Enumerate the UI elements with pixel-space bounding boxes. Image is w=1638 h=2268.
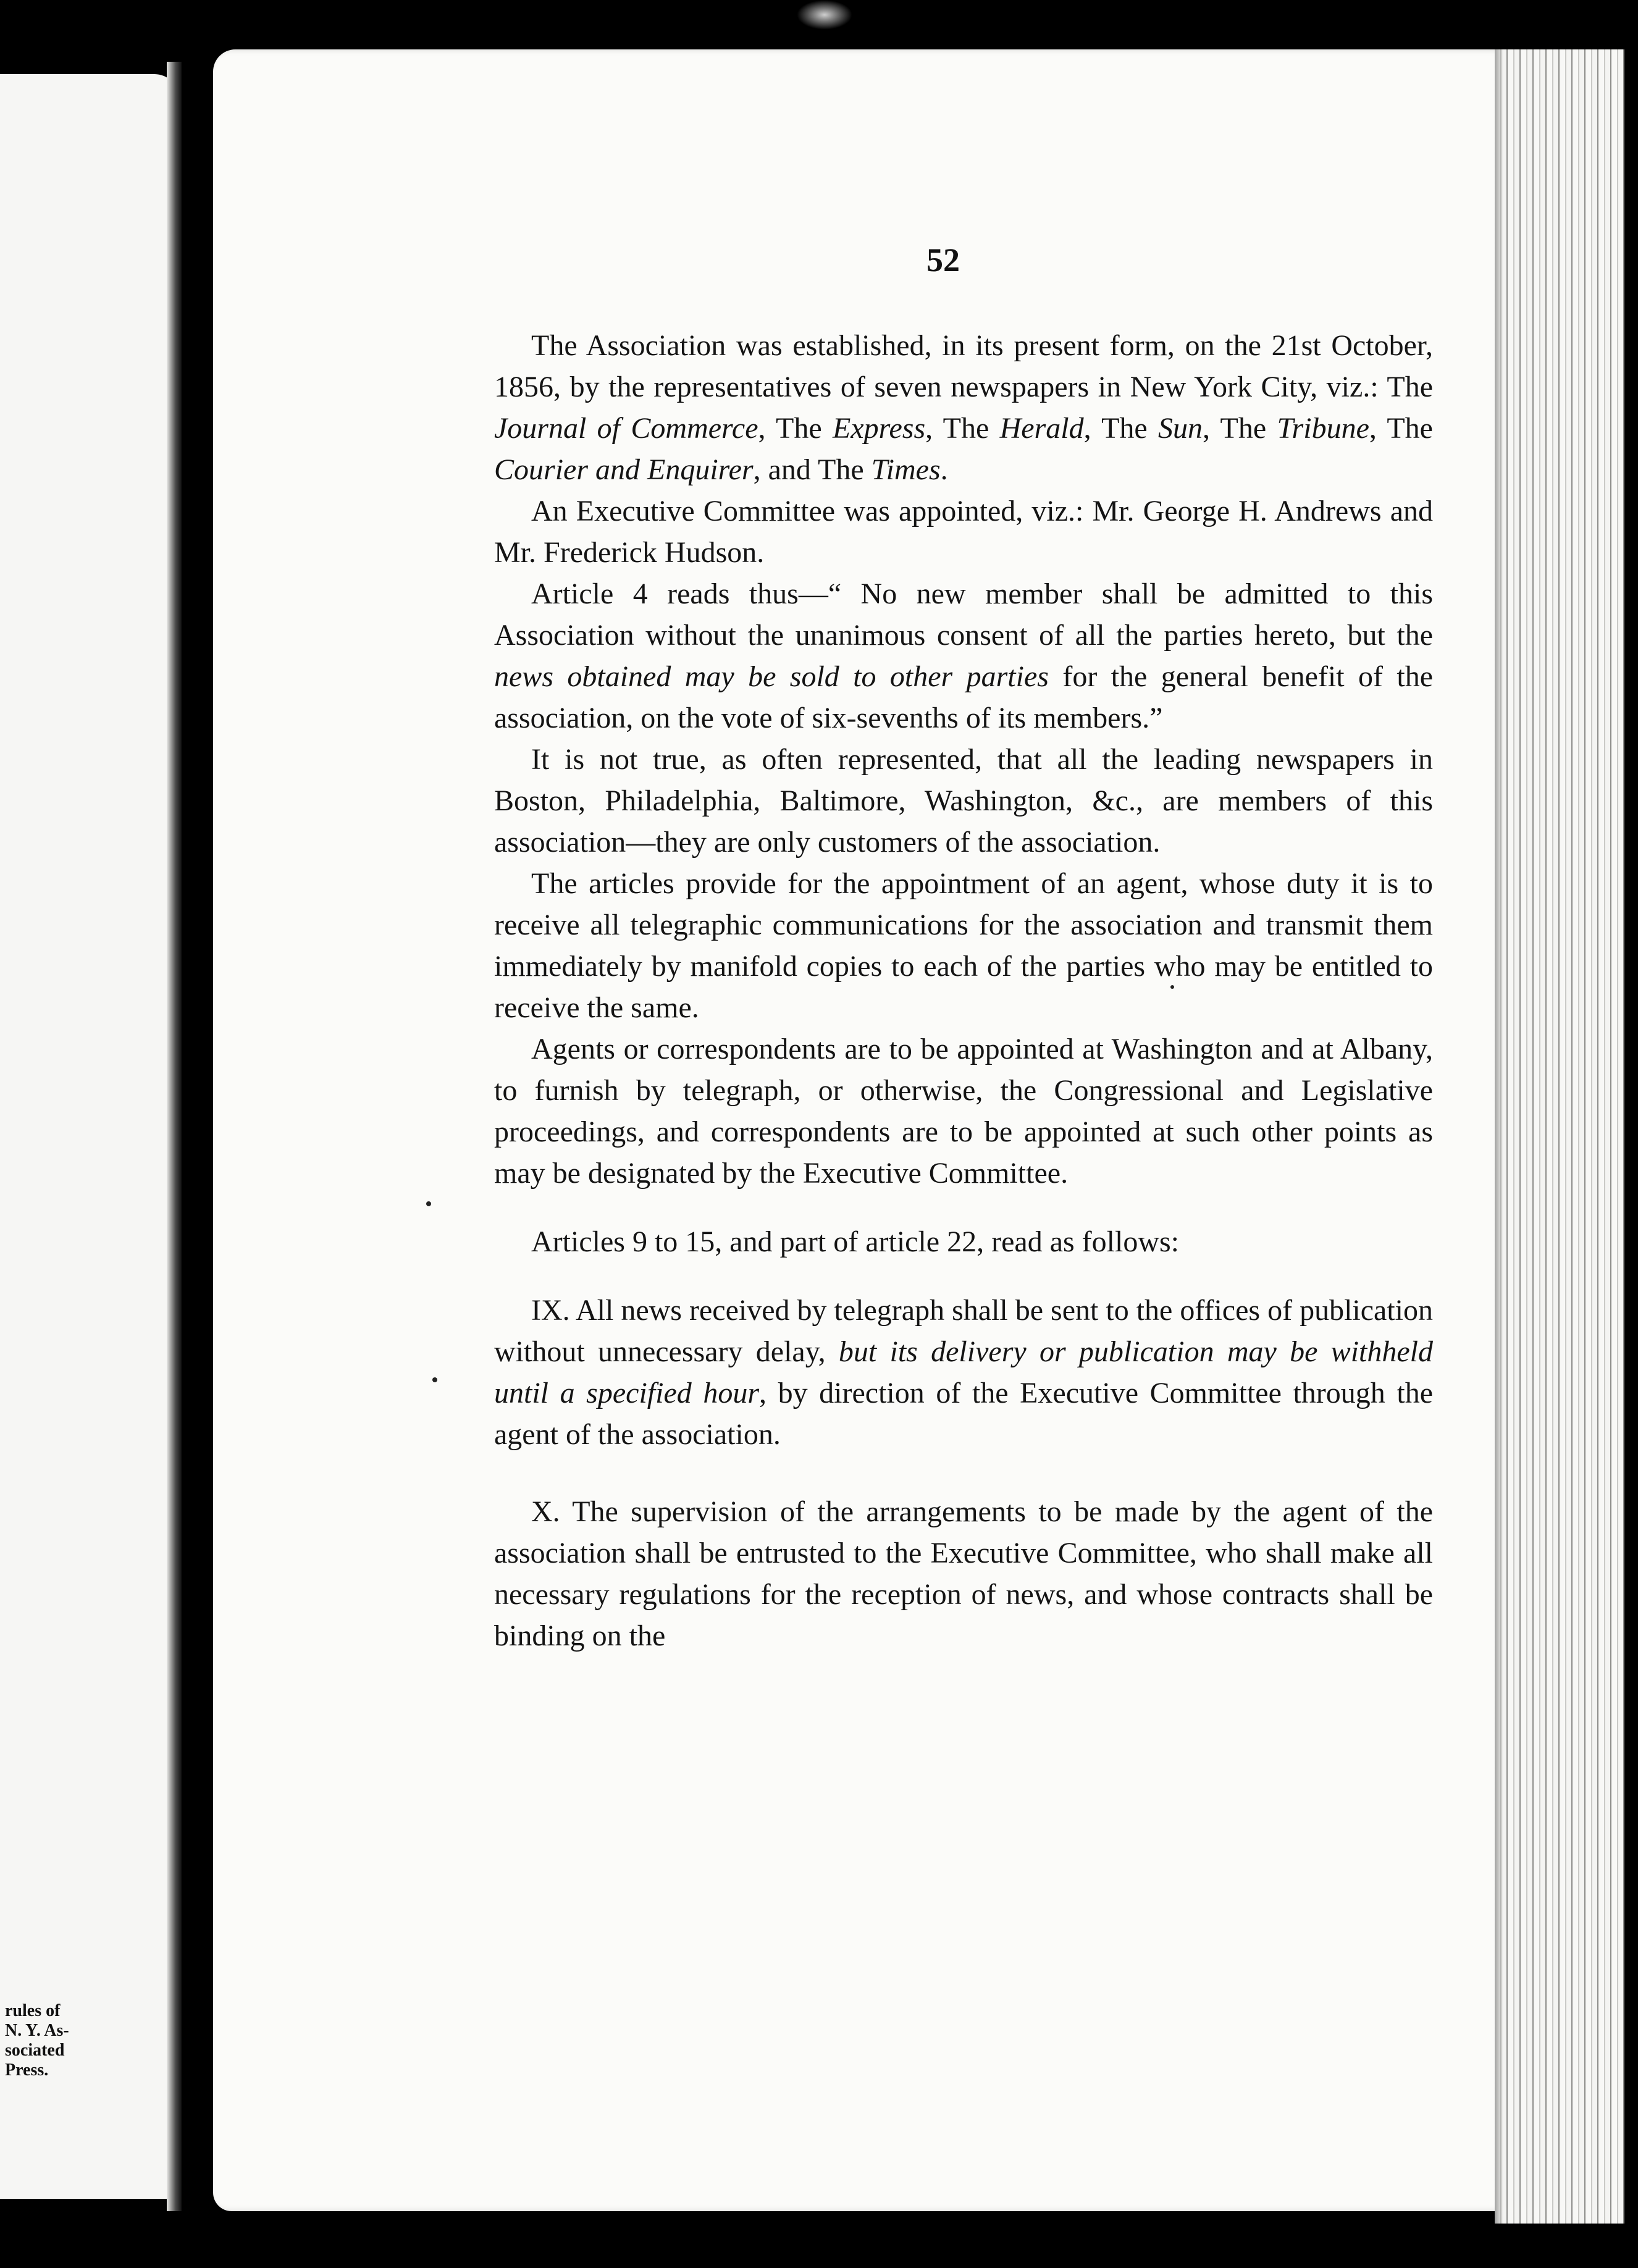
body-text [494, 325, 1433, 1657]
text-run: for the general benefit of the association, on the vote of six-sevenths of its members.” [494, 660, 1433, 734]
text-run: , by direction of the Executive Committee through the agent of the association. [494, 1377, 1433, 1451]
paragraph [494, 739, 1433, 863]
text-run: It is not true, as often represented, that all the leading newspapers in Boston, Philadelphia, Baltimore, Washington, &c., are members of this association—they are only customers of the association. [494, 743, 1433, 859]
italic-text: news obtained may be sold to other parties [494, 660, 1049, 693]
text-run: An Executive Committee was appointed, viz.: Mr. George H. Andrews and Mr. Frederick Hudson. [494, 495, 1433, 569]
text-run: Articles 9 to 15, and part of article 22, read as follows: [531, 1225, 1180, 1258]
ink-speck [432, 1377, 437, 1382]
ink-speck [1170, 985, 1174, 989]
paragraph [494, 1028, 1433, 1194]
margin-note-line: Press. [5, 2060, 49, 2080]
text-run: , The [1083, 412, 1159, 445]
page-number: 52 [926, 242, 960, 279]
page-edge-shadow [1495, 49, 1503, 2224]
text-run: , The [1203, 412, 1277, 445]
italic-text: but its delivery or publication may be withheld until a specified hour [494, 1335, 1434, 1409]
italic-text: Courier and Enquirer [494, 453, 754, 486]
italic-text: Express [832, 412, 926, 445]
italic-text: Tribune [1277, 412, 1369, 445]
paragraph [494, 1290, 1433, 1455]
facing-page [0, 74, 179, 2199]
paragraph [494, 325, 1433, 490]
text-run: . [940, 453, 948, 486]
text-run: , The [758, 412, 833, 445]
page-edges [1495, 49, 1624, 2224]
italic-text: Sun [1158, 412, 1203, 445]
text-run: The articles provide for the appointment of an agent, whose duty it is to receive all telegraphic communications for the association and transmit them immediately by manifold copies to each of the parties who may be entitled to receive the same. [494, 867, 1433, 1024]
text-run: , The [1369, 412, 1433, 445]
margin-note-line: sociated [5, 2041, 65, 2060]
margin-note-line: rules of [5, 2001, 61, 2020]
italic-text: Herald [999, 412, 1084, 445]
book-gutter [167, 62, 182, 2211]
ink-speck [426, 1201, 431, 1206]
scan-smudge [797, 0, 852, 30]
text-run: , The [925, 412, 1000, 445]
paragraph [494, 1221, 1433, 1262]
text-run: Agents or correspondents are to be appointed at Washington and at Albany, to furnish by telegraph, or otherwise, the Congressional and Legislative proceedings, and correspondents are to be appointed at such other points as may be designated by the Executive Committee. [494, 1033, 1433, 1190]
text-run: The Association was established, in its present form, on the 21st October, 1856, by the representatives of seven newspapers in New York City, viz.: The [494, 329, 1433, 403]
paragraph [494, 863, 1433, 1028]
paragraph [494, 1491, 1433, 1657]
text-run: X. The supervision of the arrangements to be made by the agent of the association shall be entrusted to the Executive Committee, who shall make all necessary regulations for the reception of news, and whose contracts shall be binding on the [494, 1495, 1433, 1652]
text-run: Article 4 reads thus—“ No new member shall be admitted to this Association without the unanimous consent of all the parties hereto, but the [494, 578, 1433, 652]
italic-text: Journal of Commerce [494, 412, 758, 445]
margin-note [5, 2001, 98, 2080]
text-run: IX. All news received by telegraph shall be sent to the offices of publication without unnecessary delay, [494, 1294, 1434, 1368]
text-run: , and The [753, 453, 872, 486]
paragraph [494, 490, 1433, 573]
italic-text: Times [871, 453, 941, 486]
paragraph [494, 573, 1433, 739]
margin-note-line: N. Y. As- [5, 2021, 69, 2040]
